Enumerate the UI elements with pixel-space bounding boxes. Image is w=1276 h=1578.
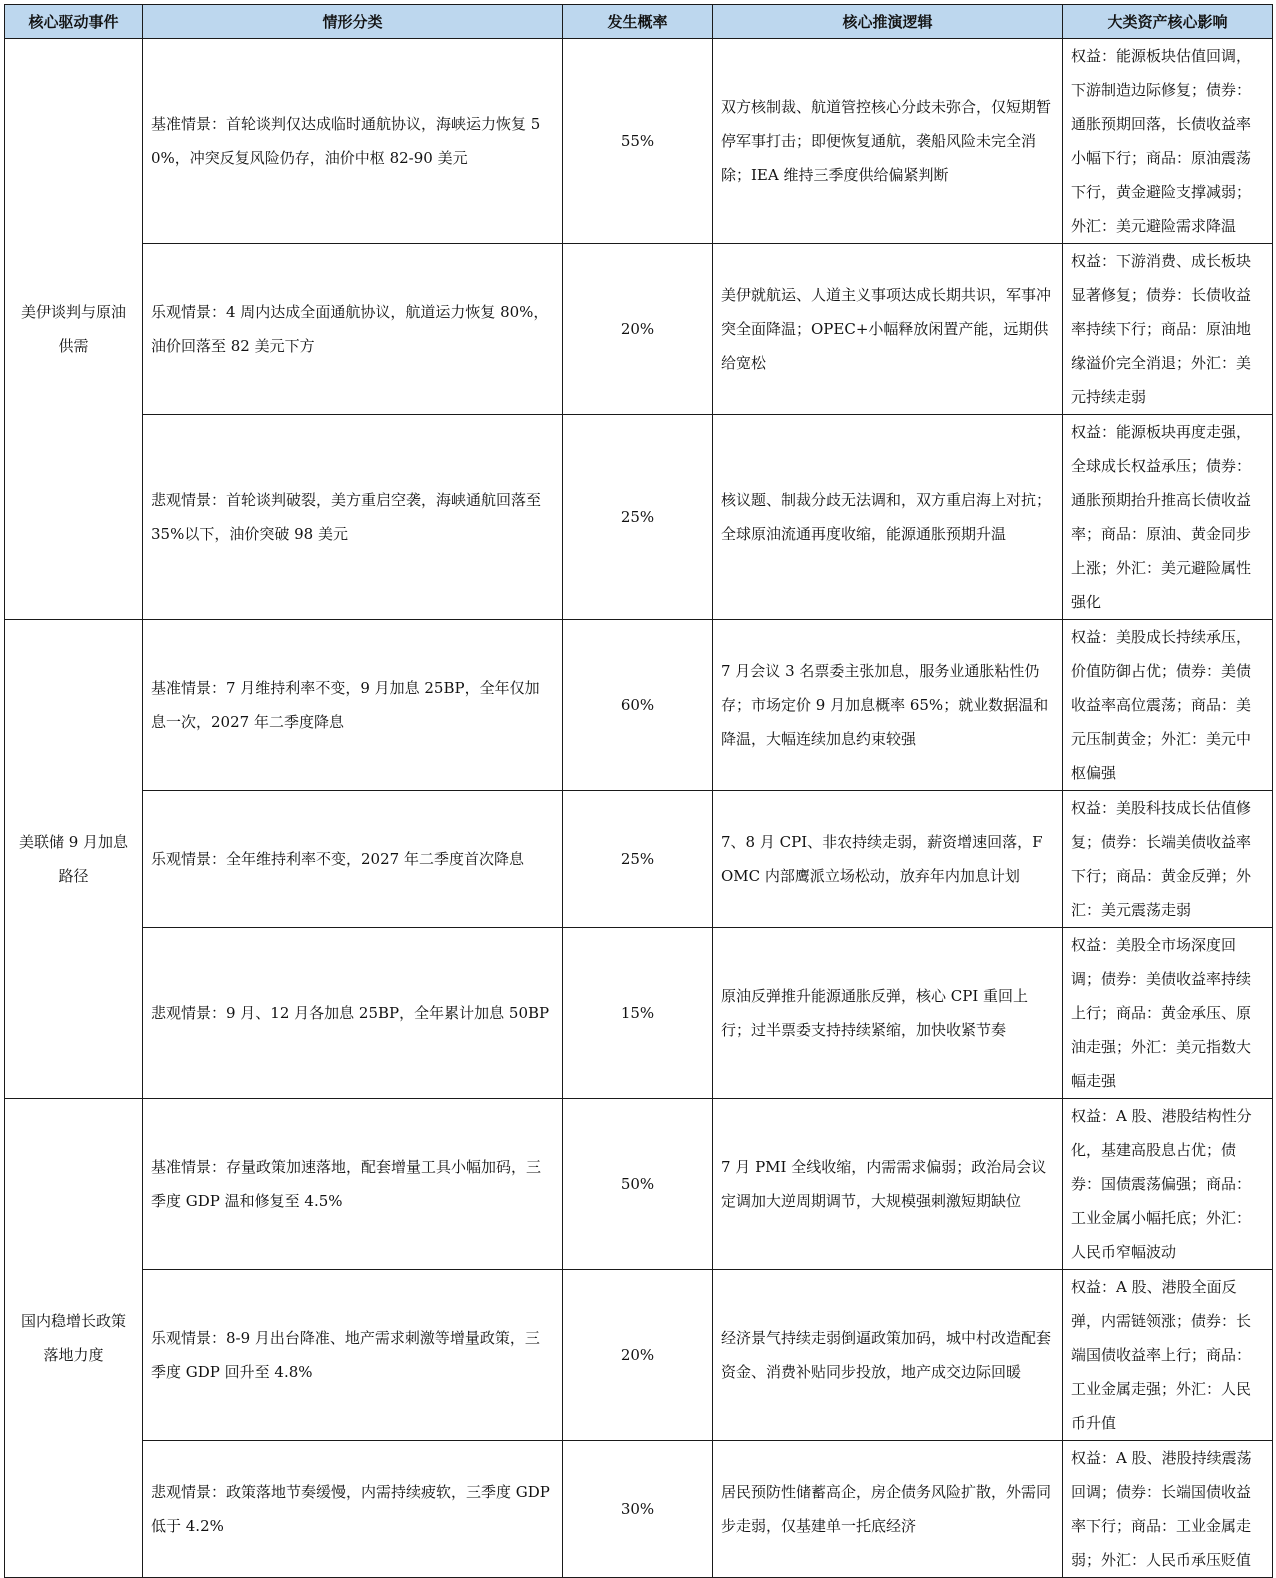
- scenario-cell: 基准情景：存量政策加速落地，配套增量工具小幅加码，三季度 GDP 温和修复至 4.5%: [143, 1099, 563, 1270]
- table-row: [5, 928, 1273, 1099]
- table-row: [5, 415, 1273, 620]
- impact-cell: 权益：美股成长持续承压，价值防御占优；债券：美债收益率高位震荡；商品：美元压制黄金；外汇：美元中枢偏强: [1063, 620, 1273, 791]
- header-logic: 核心推演逻辑: [713, 5, 1063, 39]
- table-row: [5, 620, 1273, 791]
- scenario-cell: 悲观情景：9 月、12 月各加息 25BP，全年累计加息 50BP: [143, 928, 563, 1099]
- event-cell-domestic-growth-policy: 国内稳增长政策落地力度: [5, 1099, 143, 1578]
- logic-cell: 原油反弹推升能源通胀反弹，核心 CPI 重回上行；过半票委支持持续紧缩，加快收紧节奏: [713, 928, 1063, 1099]
- probability-cell: 60%: [563, 620, 713, 791]
- table-row: [5, 1441, 1273, 1578]
- probability-cell: 30%: [563, 1441, 713, 1578]
- header-probability: 发生概率: [563, 5, 713, 39]
- scenario-cell: 悲观情景：政策落地节奏缓慢，内需持续疲软，三季度 GDP 低于 4.2%: [143, 1441, 563, 1578]
- table-row: [5, 1099, 1273, 1270]
- header-row: [5, 5, 1273, 39]
- scenario-cell: 悲观情景：首轮谈判破裂，美方重启空袭，海峡通航回落至 35%以下，油价突破 98 美元: [143, 415, 563, 620]
- table-body: [5, 39, 1273, 1578]
- impact-cell: 权益：美股全市场深度回调；债券：美债收益率持续上行；商品：黄金承压、原油走强；外汇：美元指数大幅走强: [1063, 928, 1273, 1099]
- logic-cell: 7、8 月 CPI、非农持续走弱，薪资增速回落，FOMC 内部鹰派立场松动，放弃年内加息计划: [713, 791, 1063, 928]
- impact-cell: 权益：能源板块估值回调，下游制造边际修复；债券：通胀预期回落，长债收益率小幅下行；商品：原油震荡下行，黄金避险支撑减弱；外汇：美元避险需求降温: [1063, 39, 1273, 244]
- scenario-analysis-table: [4, 4, 1273, 1578]
- probability-cell: 20%: [563, 1270, 713, 1441]
- logic-cell: 7 月 PMI 全线收缩，内需需求偏弱；政治局会议定调加大逆周期调节，大规模强刺激短期缺位: [713, 1099, 1063, 1270]
- table-row: [5, 1270, 1273, 1441]
- logic-cell: 美伊就航运、人道主义事项达成长期共识，军事冲突全面降温；OPEC+小幅释放闲置产能，远期供给宽松: [713, 244, 1063, 415]
- probability-cell: 15%: [563, 928, 713, 1099]
- event-cell-us-iran-oil: 美伊谈判与原油供需: [5, 39, 143, 620]
- impact-cell: 权益：A 股、港股持续震荡回调；债券：长端国债收益率下行；商品：工业金属走弱；外汇：人民币承压贬值: [1063, 1441, 1273, 1578]
- probability-cell: 50%: [563, 1099, 713, 1270]
- scenario-cell: 乐观情景：8-9 月出台降准、地产需求刺激等增量政策，三季度 GDP 回升至 4.8%: [143, 1270, 563, 1441]
- impact-cell: 权益：A 股、港股全面反弹，内需链领涨；债券：长端国债收益率上行；商品：工业金属走强；外汇：人民币升值: [1063, 1270, 1273, 1441]
- logic-cell: 居民预防性储蓄高企，房企债务风险扩散，外需同步走弱，仅基建单一托底经济: [713, 1441, 1063, 1578]
- scenario-cell: 乐观情景：4 周内达成全面通航协议，航道运力恢复 80%，油价回落至 82 美元下方: [143, 244, 563, 415]
- impact-cell: 权益：能源板块再度走强，全球成长权益承压；债券：通胀预期抬升推高长债收益率；商品：原油、黄金同步上涨；外汇：美元避险属性强化: [1063, 415, 1273, 620]
- impact-cell: 权益：A 股、港股结构性分化，基建高股息占优；债券：国债震荡偏强；商品：工业金属小幅托底；外汇：人民币窄幅波动: [1063, 1099, 1273, 1270]
- header-impact: 大类资产核心影响: [1063, 5, 1273, 39]
- header-core-event: 核心驱动事件: [5, 5, 143, 39]
- scenario-cell: 基准情景：7 月维持利率不变，9 月加息 25BP，全年仅加息一次，2027 年二季度降息: [143, 620, 563, 791]
- logic-cell: 核议题、制裁分歧无法调和，双方重启海上对抗；全球原油流通再度收缩，能源通胀预期升温: [713, 415, 1063, 620]
- scenario-cell: 乐观情景：全年维持利率不变，2027 年二季度首次降息: [143, 791, 563, 928]
- probability-cell: 55%: [563, 39, 713, 244]
- table-row: [5, 39, 1273, 244]
- logic-cell: 经济景气持续走弱倒逼政策加码，城中村改造配套资金、消费补贴同步投放，地产成交边际回暖: [713, 1270, 1063, 1441]
- impact-cell: 权益：美股科技成长估值修复；债券：长端美债收益率下行；商品：黄金反弹；外汇：美元震荡走弱: [1063, 791, 1273, 928]
- table-row: [5, 791, 1273, 928]
- probability-cell: 25%: [563, 415, 713, 620]
- probability-cell: 20%: [563, 244, 713, 415]
- scenario-cell: 基准情景：首轮谈判仅达成临时通航协议，海峡运力恢复 50%，冲突反复风险仍存，油价中枢 82-90 美元: [143, 39, 563, 244]
- impact-cell: 权益：下游消费、成长板块显著修复；债券：长债收益率持续下行；商品：原油地缘溢价完全消退；外汇：美元持续走弱: [1063, 244, 1273, 415]
- table-header: [5, 5, 1273, 39]
- table-row: [5, 244, 1273, 415]
- header-scenario: 情形分类: [143, 5, 563, 39]
- probability-cell: 25%: [563, 791, 713, 928]
- event-cell-fed-hike-path: 美联储 9 月加息路径: [5, 620, 143, 1099]
- logic-cell: 7 月会议 3 名票委主张加息，服务业通胀粘性仍存；市场定价 9 月加息概率 65%；就业数据温和降温，大幅连续加息约束较强: [713, 620, 1063, 791]
- logic-cell: 双方核制裁、航道管控核心分歧未弥合，仅短期暂停军事打击；即便恢复通航，袭船风险未完全消除；IEA 维持三季度供给偏紧判断: [713, 39, 1063, 244]
